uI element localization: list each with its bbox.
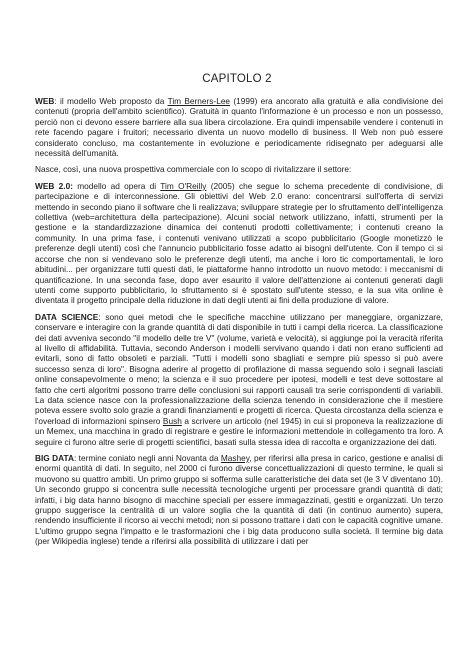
link-berners-lee[interactable]: Tim Berners-Lee bbox=[167, 96, 231, 106]
link-mashey[interactable]: Mashey bbox=[220, 453, 250, 463]
term-web: WEB bbox=[35, 96, 55, 106]
chapter-title: CAPITOLO 2 bbox=[202, 73, 272, 85]
term-big-data: BIG DATA bbox=[35, 453, 74, 463]
paragraph-nasce: Nasce, così, una nuova prospettiva commerciale con lo scopo di rivitalizzare il settore: bbox=[35, 164, 352, 175]
paragraph-data-science bbox=[35, 312, 443, 447]
web20-text-a: modello ad opera di bbox=[72, 180, 161, 191]
link-bush[interactable]: Bush bbox=[162, 415, 182, 426]
web20-text-b: (2005) che segue lo schema precedente di condivisione, di partecipazione e di interconnessione. Gli obiettivi del Web 2.0 erano: concentrarsi sull'offerta di servizi mettendo in secondo piano il software che li realizzava; sviluppare strategie per lo sfruttamento dell'intelligenza collettiva (web=architettura della partecipazione). Alcuni social network utilizzano, infatti, strumenti per la gestione e la standardizzazione dinamica dei contenuti prodotti collettivamente; i contenuti creano la community. In una prima fase, i contenuti venivano utilizzati a scopo pubblicitario (Google monetizzò le preferenze degli utenti) così che l'annuncio pubblicitario fosse adatto ai bisogni dell'utente. Con il tempo ci si accorse che non si vendevano solo le preferenze degli utenti, ma anche i loro tic comportamentali, le loro abitudini... per organizzare tutti questi dati, le piattaforme hanno introdotto un nuovo metodo: i meccanismi di quantificazione. In una seconda fase, dopo aver esaurito il valore dell'attenzione ai contenuti generati dagli utenti come supporto pubblicitario, lo sfruttamento si è spostato sull'utente stesso, e la sua vita online è diventata il progetto principale della riduzione in dati degli utenti ai fini della produzione di valore. bbox=[35, 180, 443, 306]
bd-text-a: : termine coniato negli anni Novanta da bbox=[73, 453, 221, 463]
term-data-science: DATA SCIENCE bbox=[35, 311, 99, 322]
paragraph-web bbox=[35, 96, 443, 158]
ds-text-a: : sono quei metodi che le specifiche macchine utilizzano per maneggiare, organizzare, conservare e interagire con la grande quantità di dati disponibile in tutti i campi della ricerca. La classificazione dei dati avveniva secondo "il modello delle tre V" (volume, varietà e velocità), si aggiunge poi la veracità riferita al livello di affidabilità. Tuttavia, secondo Anderson i modelli servivano quando i dati non erano sufficienti ad evitarli, sono di fatto obsoleti e parziali. "Tutti i modelli sono sbagliati e sempre più spesso si può avere successo senza di loro". Bisogna aderire al progetto di profilazione di massa seguendo solo i segnali lasciati online consapevolmente o meno; la scienza e il suo procedere per ipotesi, modelli e test deve sottostare al fatto che certi algoritmi possono trarre delle conclusioni sui rapporti causali tra serie corrispondenti di variabili. La data science nasce con la professionalizzazione della scienza tenendo in considerazione che il mestiere poteva essere svolto solo grazie a grandi finanziamenti e progetti di ricerca. Questa circostanza della scienza e l'overload di informazioni spinsero bbox=[35, 311, 443, 426]
ds-text-b: a scrivere un articolo (nel 1945) in cui si proponeva la realizzazione di un Memex, una macchina in grado di registrare e gestire le informazioni mettendole in collegamento tra loro. A seguire ci furono altre serie di progetti scientifici, basati sulla stessa idea di raccolta e organizzazione dei dati. bbox=[35, 415, 443, 447]
bd-text-b: , per riferirsi alla presa in carico, gestione e analisi di enormi quantità di dati. In seguito, nel 2000 ci furono diverse concettualizzazioni di questo termine, le quali si muovono su quattro ambiti. Un primo gruppo si sofferma sulle caratteristiche dei data set (le 3 V diventano 10). Un secondo gruppo si concentra sulle necessità tecnologiche urgenti per processare grandi quantità di dati; infatti, i big data hanno bisogno di macchine speciali per essere immagazzinati, gestiti e organizzati. Un terzo gruppo suggerisce la centralità di un valore soglia che la quantità di dati (in continuo aumento) supera, rendendo insufficiente il ricorso ai vecchi metodi; non si possono trattare i dati con le capacità cognitive umane. L'ultimo gruppo segna l'impatto e le trasformazioni che i big data producono sulla società. Il termine big data (per Wikipedia inglese) tende a riferirsi alla possibilità di utilizzare i dati per bbox=[35, 453, 443, 547]
document-body bbox=[35, 96, 443, 553]
paragraph-web20 bbox=[35, 181, 443, 306]
web-text-a: : il modello Web proposto da bbox=[54, 96, 168, 106]
web-text-b: (1999) era ancorato alla gratuità e alla condivisione dei contenuti (propria dell'ambito scientifico). Gratuità in quanto l'informazione è un processo e non un possesso, perciò non ci devono essere barriere alla sua libera circolazione. Era quindi impensabile vendere i contenuti in rete facendo pagare i fruitori; necessario diventa un nuovo modello di business. Il Web non può essere considerato concluso, ma costantemente in evoluzione e periodicamente ridisegnato per adeguarsi alle necessità dell'umanità. bbox=[35, 96, 443, 159]
paragraph-big-data bbox=[35, 453, 443, 547]
link-oreilly[interactable]: Tim O'Reilly bbox=[160, 180, 207, 191]
term-web20: WEB 2.0: bbox=[35, 180, 73, 191]
